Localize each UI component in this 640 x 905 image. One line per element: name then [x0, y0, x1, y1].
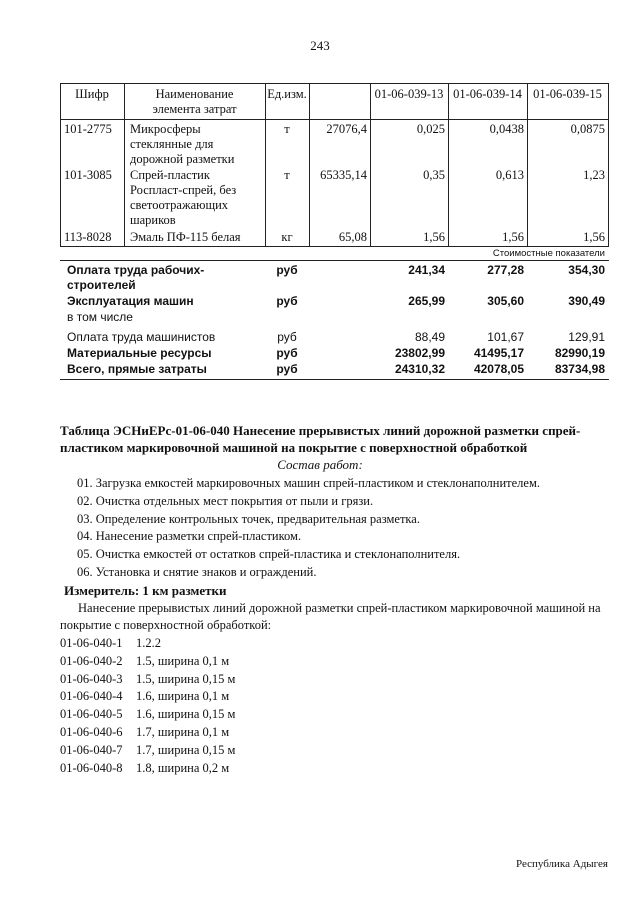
material-unit: т — [284, 168, 290, 182]
summary-name: строителей — [67, 278, 136, 292]
summary-value: 129,91 — [568, 330, 605, 344]
summary-value: 88,49 — [414, 330, 445, 344]
code-row — [60, 654, 229, 669]
grid-line — [370, 83, 371, 246]
material-price: 65,08 — [338, 230, 367, 244]
grid-line — [60, 119, 609, 120]
work-item: 03. Определение контрольных точек, предварительная разметка. — [77, 512, 420, 526]
summary-name: Эксплуатация машин — [67, 294, 194, 308]
header-col1: 01-06-039-13 — [374, 87, 444, 101]
code: 01-06-040-2 — [60, 654, 123, 668]
code-text: 1.5, ширина 0,15 м — [136, 672, 236, 686]
material-unit: т — [284, 122, 290, 136]
summary-value: 82990,19 — [554, 346, 605, 360]
code: 01-06-040-8 — [60, 761, 123, 775]
material-name: стеклянные для — [130, 137, 214, 151]
grid-line — [309, 83, 310, 246]
grid-line — [608, 83, 609, 246]
work-item: 02. Очистка отдельных мест покрытия от пыли и грязи. — [77, 494, 374, 508]
material-value: 0,0438 — [489, 122, 524, 136]
code-text: 1.7, ширина 0,15 м — [136, 743, 236, 757]
material-price: 27076,4 — [326, 122, 367, 136]
grid-line — [448, 83, 449, 246]
work-item: 06. Установка и снятие знаков и ограждений. — [77, 565, 317, 579]
code-text: 1.6, ширина 0,15 м — [136, 707, 236, 721]
description: Нанесение прерывистых линий дорожной разметки спрей-пластиком маркировочной машиной на покрытие с поверхностной обработкой: — [60, 601, 601, 632]
summary-value: 42078,05 — [473, 362, 524, 376]
section-title-line: пластиком маркировочной машиной на покрытие с поверхностной обработкой — [60, 440, 528, 455]
work-item: 01. Загрузка емкостей маркировочных машин спрей-пластиком и стеклонаполнителем. — [77, 476, 541, 490]
header-col3: 01-06-039-15 — [533, 87, 602, 101]
header-name: элемента затрат — [152, 102, 237, 116]
summary-name: Всего, прямые затраты — [67, 362, 207, 376]
section-title-line: Таблица ЭСНиЕРс-01-06-040 Нанесение прерывистых линий дорожной разметки спрей- — [60, 423, 581, 438]
summary-value: 101,67 — [487, 330, 524, 344]
material-value: 0,35 — [423, 168, 445, 182]
code-text: 1.5, ширина 0,1 м — [136, 654, 230, 668]
code-row — [60, 636, 161, 651]
code: 01-06-040-1 — [60, 636, 123, 650]
summary-unit: руб — [276, 263, 298, 277]
summary-name: Оплата труда машинистов — [67, 330, 216, 344]
grid-line — [527, 83, 528, 246]
code: 01-06-040-6 — [60, 725, 123, 739]
material-value: 1,23 — [583, 168, 605, 182]
material-value: 1,56 — [423, 230, 445, 244]
material-price: 65335,14 — [320, 168, 367, 182]
material-value: 0,0875 — [570, 122, 605, 136]
material-name: дорожной разметки — [130, 152, 235, 166]
material-value: 0,613 — [495, 168, 524, 182]
code-row — [60, 689, 229, 704]
summary-value: 305,60 — [487, 294, 524, 308]
material-name: Роспласт-спрей, без — [130, 183, 237, 197]
page-number: 243 — [310, 38, 330, 53]
material-code: 113-8028 — [64, 230, 112, 244]
material-name: светоотражающих — [130, 198, 229, 212]
summary-value: 354,30 — [568, 263, 605, 277]
section-title — [60, 422, 610, 456]
material-name: Эмаль ПФ-115 белая — [130, 230, 241, 244]
summary-value: 41495,17 — [473, 346, 524, 360]
header-unit: Ед.изм. — [267, 87, 307, 101]
code-text: 1.6, ширина 0,1 м — [136, 689, 230, 703]
code-row — [60, 672, 235, 687]
summary-value: 265,99 — [408, 294, 445, 308]
header-col2: 01-06-039-14 — [453, 87, 522, 101]
code-text: 1.8, ширина 0,2 м — [136, 761, 230, 775]
cost-table — [60, 83, 609, 380]
material-name: Спрей-пластик — [130, 168, 210, 182]
composition-heading: Состав работ: — [277, 457, 363, 472]
code-row — [60, 725, 229, 740]
summary-unit: руб — [276, 362, 298, 376]
material-code: 101-2775 — [64, 122, 112, 136]
measure-unit: Измеритель: 1 км разметки — [64, 583, 227, 598]
material-unit: кг — [281, 230, 293, 244]
summary-name: Материальные ресурсы — [67, 346, 212, 360]
material-value: 1,56 — [583, 230, 605, 244]
grid-line — [60, 379, 609, 380]
summary-value: 277,28 — [487, 263, 524, 277]
header-name: Наименование — [155, 87, 234, 101]
summary-value: 23802,99 — [394, 346, 445, 360]
material-name: Микросферы — [130, 122, 201, 136]
summary-value: 390,49 — [568, 294, 605, 308]
header-code: Шифр — [75, 87, 109, 101]
work-item: 04. Нанесение разметки спрей-пластиком. — [77, 529, 302, 543]
material-value: 1,56 — [502, 230, 524, 244]
code-row — [60, 707, 235, 722]
summary-name: Оплата труда рабочих- — [67, 263, 205, 277]
work-item: 05. Очистка емкостей от остатков спрей-пластика и стеклонаполнителя. — [77, 547, 461, 561]
footer-region: Республика Адыгея — [515, 858, 608, 870]
grid-line — [265, 83, 266, 246]
material-name: шариков — [130, 213, 176, 227]
code: 01-06-040-7 — [60, 743, 123, 757]
cost-caption: Стоимостные показатели — [492, 248, 605, 259]
summary-name: в том числе — [67, 310, 133, 324]
code-row — [60, 761, 229, 776]
material-code: 101-3085 — [64, 168, 112, 182]
code-row — [60, 743, 235, 758]
code-text: 1.2.2 — [136, 636, 161, 650]
grid-line — [60, 83, 609, 84]
code: 01-06-040-4 — [60, 689, 123, 703]
code: 01-06-040-5 — [60, 707, 123, 721]
summary-value: 24310,32 — [394, 362, 445, 376]
material-value: 0,025 — [416, 122, 445, 136]
summary-unit: руб — [276, 346, 298, 360]
summary-unit: руб — [276, 294, 298, 308]
summary-unit: руб — [277, 330, 297, 344]
code: 01-06-040-3 — [60, 672, 123, 686]
code-text: 1.7, ширина 0,1 м — [136, 725, 230, 739]
summary-value: 83734,98 — [554, 362, 605, 376]
summary-value: 241,34 — [408, 263, 445, 277]
grid-line — [60, 83, 61, 246]
